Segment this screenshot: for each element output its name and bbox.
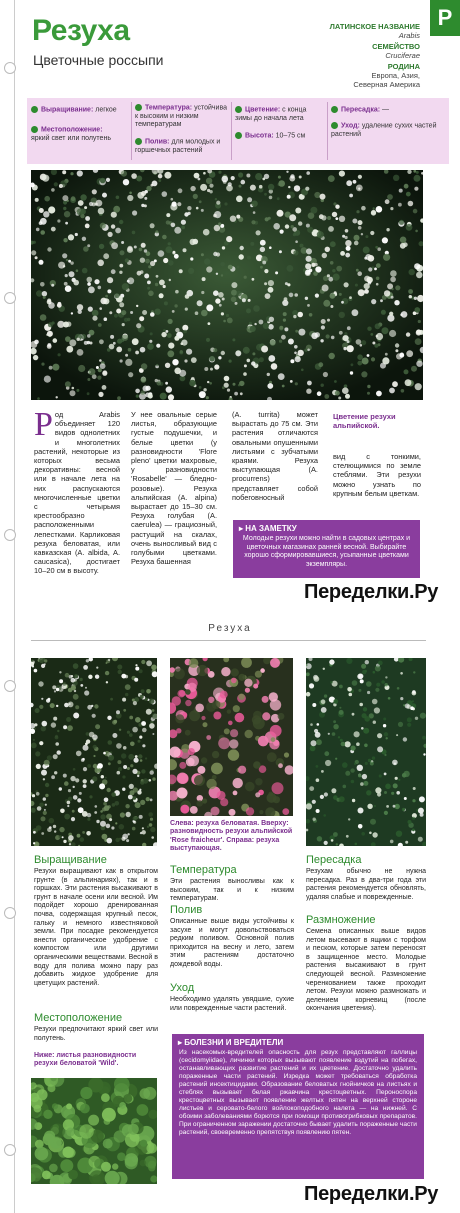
band-care: Уход: удаление сухих частей растений [331,122,437,138]
leaf-icon [31,106,38,113]
band-divider [231,102,232,160]
page2-title: Резуха [208,623,252,634]
note-title: ▸ НА ЗАМЕТКУ [239,524,297,533]
note-text: Молодые резухи можно найти в садовых центрах и цветочных магазинах ранней весной. Выбирайте хорошо сформировавшиеся, усыпанные цветками экземпляры. [242,535,411,568]
site-logo: Переделки.Ру [304,581,439,603]
middle-photo-caption: Слева: резуха беловатая. Вверху: разновидность резухи альпийской 'Rose fraicheur'. Справа: резуха выступающая. [170,820,293,853]
band-temperature: Температура: устойчива к высоким и низким температурам [135,104,228,129]
main-photo [31,170,423,400]
photo-caption: Цветение резухи альпийской. [333,412,396,430]
section-location-heading: Местоположение [34,1012,123,1024]
site-logo-2: Переделки.Ру [304,1183,439,1205]
section-watering-text: Описанные выше виды устойчивы к засухе и могут довольствоваться редким поливом. Основной полив приходится на весну и лето, затем этим растениям достаточно дождевой воды. [170,918,294,968]
page2-rule [31,640,426,641]
info-band [27,98,449,164]
binder-hole [4,680,16,692]
photo-pink-arabis [170,658,293,816]
page-title: Резуха [32,14,130,47]
text-column-4: вид с тонкими, стелющимися по земле стеблями. Эти резухи можно узнать по крупным белым цветкам. [333,452,421,498]
drop-cap: Р [34,406,53,443]
homeland-value-2: Северная Америка [353,80,420,89]
family-label: СЕМЕЙСТВО [372,42,420,51]
family-value: Cruciferae [385,51,420,60]
pests-title: ▸ БОЛЕЗНИ И ВРЕДИТЕЛИ [178,1038,284,1047]
scissors-icon [331,122,338,129]
photo-leaves [31,1078,157,1184]
bottom-photo-caption: Ниже: листья разновидности резухи беловатой 'Wild'. [34,1052,137,1068]
section-care-heading: Уход [170,982,195,994]
text-column-3: (A. turrita) может вырастать до 75 см. Эти растения отличаются овальными опушенными листьями с зубчатыми краями. Резуха выступающая (A. procurrens) представляет собой побеговносный [232,410,318,502]
section-watering-heading: Полив [170,904,203,916]
section-transplant-text: Резухам обычно не нужна пересадка. Раз в два-три года эти растения рекомендуется обновлять, удаляя слабые и поврежденные. [306,868,426,901]
latin-label: ЛАТИНСКОЕ НАЗВАНИЕ [329,22,420,31]
photo-white-arabis [31,658,157,846]
ruler-icon [235,132,242,139]
band-bloom: Цветение: с конца зимы до начала лета [235,106,307,122]
white-flowers-image [31,170,423,400]
homeland-value: Европа, Азия, [371,71,420,80]
band-height: Высота: 10–75 см [235,132,325,141]
pests-box [172,1034,424,1179]
section-location-text: Резухи предпочитают яркий свет или полутень. [34,1026,158,1042]
flower-icon [235,106,242,113]
sun-icon [31,126,38,133]
band-watering: Полив: для молодых и горшечных растений [135,138,221,154]
binder-hole [4,907,16,919]
pot-icon [331,106,338,113]
band-transplant: Пересадка: — [331,106,445,115]
section-breeding-text: Семена описанных выше видов летом высевают в ящики с торфом и песком, которые затем переносят в защищенное место. Молодые растения высаживают в грунт следующей весной. Размножение черенкованием также проходит летом. Резухи можно размножать и делением корневищ (после окончания цветения). [306,928,426,1013]
band-location: Местоположение: яркий свет или полутень [31,126,111,142]
section-care-text: Необходимо удалять увядшие, сухие или поврежденные части растений. [170,996,294,1012]
binder-hole [4,292,16,304]
sidebar-line [14,0,15,1213]
section-growing-heading: Выращивание [34,854,107,866]
photo-procurrens [306,658,426,846]
homeland-label: РОДИНА [387,62,420,71]
band-growing: Выращивание: легкое [31,106,129,115]
band-divider [327,102,328,160]
section-transplant-heading: Пересадка [306,854,362,866]
section-growing-text: Резухи выращивают как в открытом грунте (в альпинариях), так и в горшках. Эти растения высаживают в грунт в начале осени или весной. Им подойдет хорошо дренированная почва, содержащая крупный песок, гальку и немного известняковой земли. При посадке рекомендуется внести органическое удобрение с компостом или другими органическими веществами. Весной в воду для полива можно пару раз добавить жидкое удобрение для цветущих растений. [34,868,158,987]
section-temperature-heading: Температура [170,864,237,876]
index-tab: Р [430,0,460,36]
text-column-2: У нее овальные серые листья, образующие густые подушечки, и белые цветки (у разновидности 'Flore pleno' цветки махровые, у разновидности 'Rosabelle' — бледно-розовые). Резуха альпийская (A. alpina) вырастает до 15–30 см. Резуха голубая (A. caerulea) — грациозный, растущий на скалах, очень выносливый вид с голубыми цветками. Резуха башенная [131,410,217,567]
pests-text: Из насекомых-вредителей опасность для резух представляют галлицы (cecidomyiidae), личинки которых вызывают появление вздутий на побегах, останавливающих развитие растений и их цветение. Достаточно удалить пораженные части растений. Изредка может требоваться обработка растений инсектицидами. Образование беловатых гнойничков на листьях и стеблях вызывает белая ржавчина крестоцветных. Пероноспора крестоцветных вызывает появление желтых пятен на верхней стороне листьев и серовато-белого войлокоподобного налета — на нижней. С обоими заболеваниями борются при помощи противогрибковых препаратов. При ограниченном заражении достаточно бывает удалить пораженные части растений, своевременно препятствуя появлению пятен. [179,1049,417,1136]
binder-hole [4,1144,16,1156]
thermometer-icon [135,104,142,111]
band-divider [131,102,132,160]
binder-hole [4,62,16,74]
latin-value: Arabis [398,31,420,40]
plant-meta [330,22,420,89]
section-breeding-heading: Размножение [306,914,376,926]
watering-can-icon [135,138,142,145]
text-column-1: Род Arabis объединяет 120 видов однолетних и многолетних растений, некоторые из которых весьма декоративны: весной или в начале лета на них распускаются многочисленные цветки с четырьмя крестообразно расположенными лепестками. Карликовая резуха беловатая, или кавказская (A. albida, A. caucasica), достигает 10–20 см в высоту. [34,406,120,576]
section-temperature-text: Эти растения выносливы как к высоким, так и к низким температурам. [170,878,294,903]
page-subtitle: Цветочные россыпи [33,52,164,68]
binder-hole [4,529,16,541]
note-box [233,520,420,578]
